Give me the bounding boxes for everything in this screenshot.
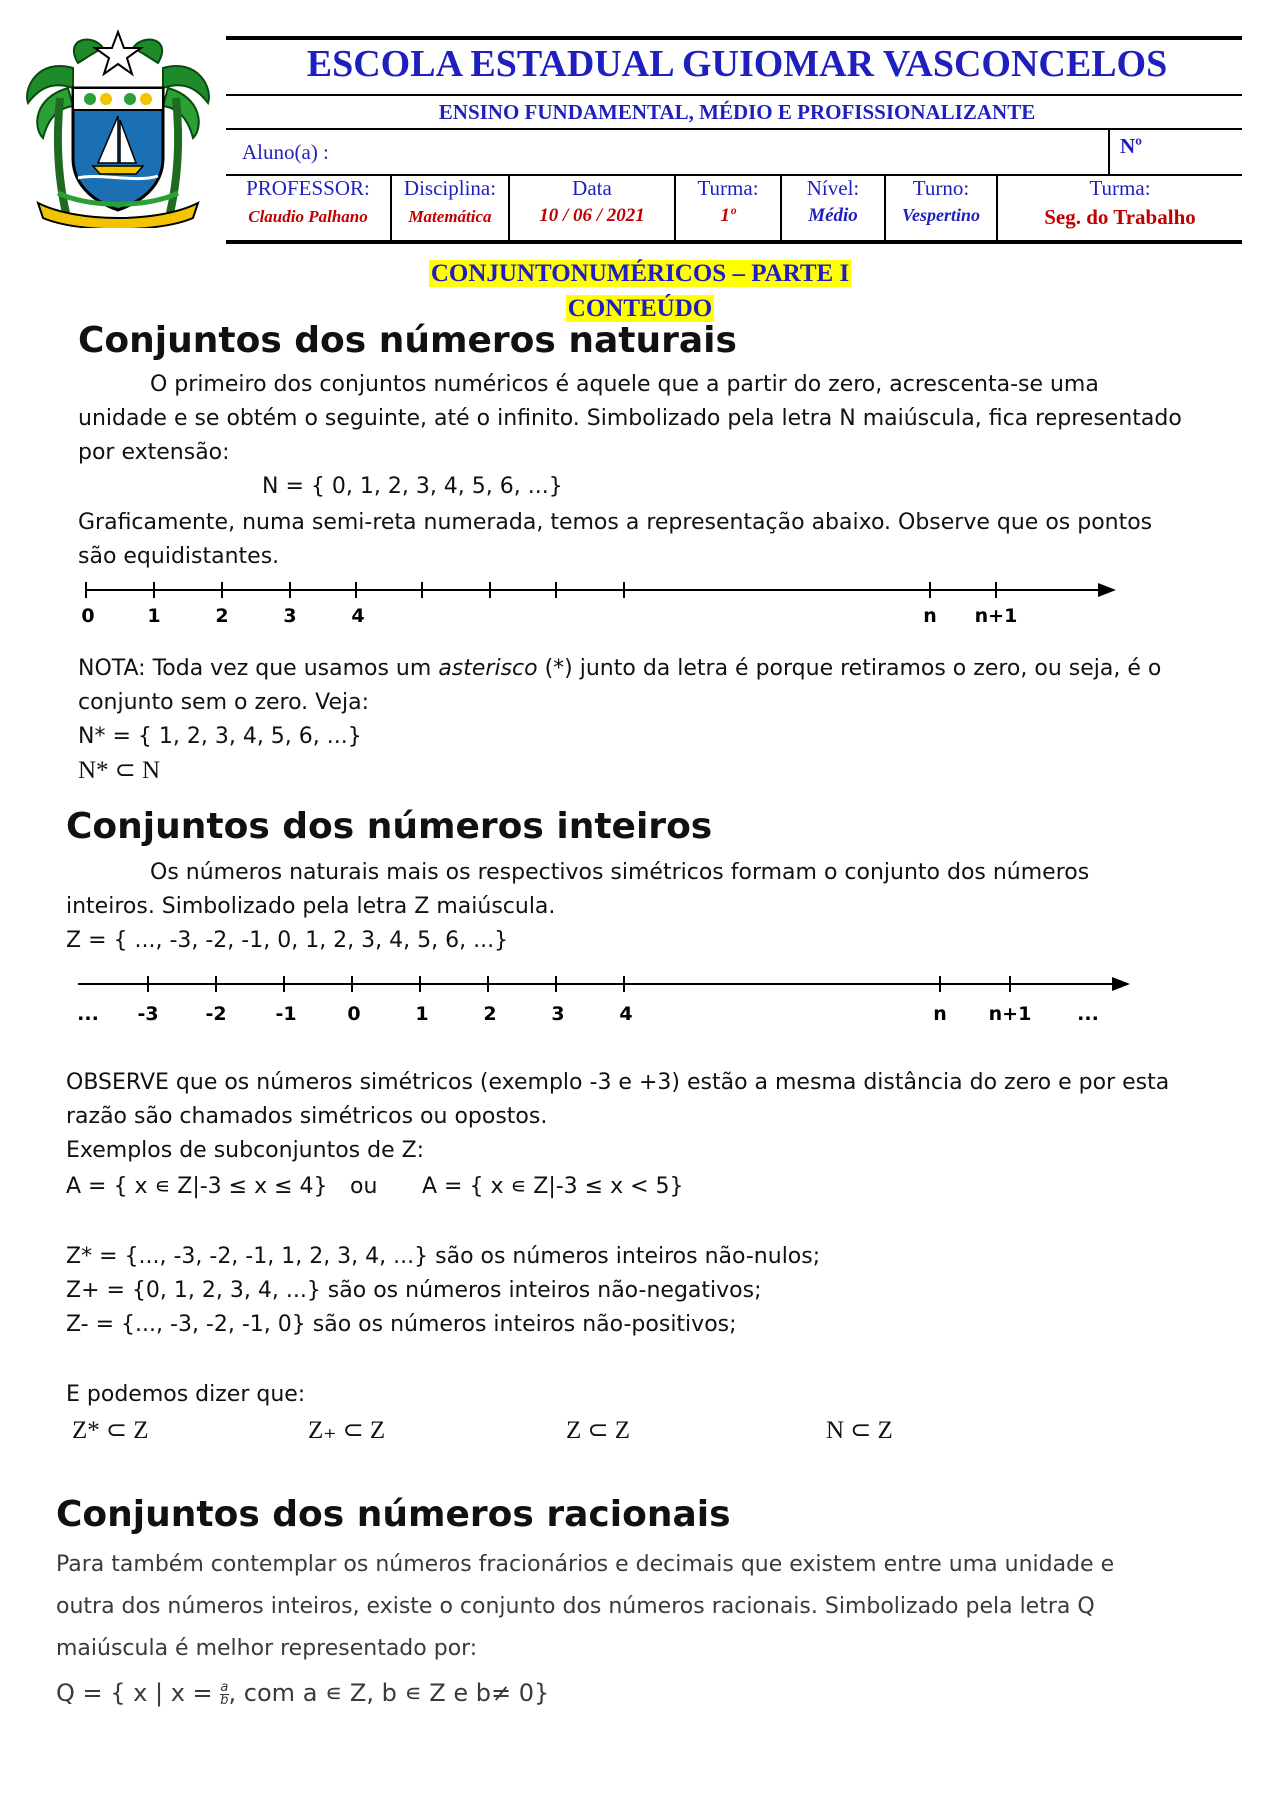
number-line-label: 4 bbox=[351, 605, 365, 627]
zminus-line: Z- = {..., -3, -2, -1, 0} são os números inteiros não-positivos; bbox=[66, 1312, 737, 1337]
number-line-label: ... bbox=[77, 1003, 99, 1025]
rationals-set-suffix: , com a ∊ Z, b ∊ Z e b≠ 0} bbox=[228, 1679, 550, 1707]
professor-value: Claudio Palhano bbox=[248, 207, 368, 226]
rationals-intro-2: outra dos números inteiros, existe o conjunto dos números racionais. Simbolizado pela letra Q bbox=[56, 1594, 1095, 1619]
school-crest-logo bbox=[18, 28, 218, 228]
column-divider bbox=[1108, 130, 1110, 174]
number-line-label: n+1 bbox=[974, 605, 1018, 627]
zplus-line: Z+ = {0, 1, 2, 3, 4, ...} são os números inteiros não-negativos; bbox=[66, 1278, 762, 1303]
discipline-label: Disciplina: bbox=[403, 176, 497, 200]
naturals-set: N = { 0, 1, 2, 3, 4, 5, 6, ...} bbox=[262, 474, 563, 499]
discipline-value: Matemática bbox=[408, 207, 492, 226]
example-a2: A = { x ∊ Z|-3 ≤ x < 5} bbox=[422, 1174, 684, 1199]
class-value: 1º bbox=[720, 205, 736, 226]
zstar-line: Z* = {..., -3, -2, -1, 1, 2, 3, 4, ...} são os números inteiros não-nulos; bbox=[66, 1244, 821, 1269]
class-cell bbox=[676, 176, 780, 227]
nstar-subset: N* ⊂ N bbox=[78, 757, 161, 784]
professor-label: PROFESSOR: bbox=[246, 176, 370, 200]
date-value: 10 / 06 / 2021 bbox=[539, 205, 645, 226]
example-or: ou bbox=[350, 1174, 378, 1199]
number-line-label: 1 bbox=[415, 1003, 429, 1025]
info-row bbox=[226, 174, 1242, 242]
integers-observe-2: razão são chamados simétricos ou opostos. bbox=[66, 1104, 548, 1129]
note-italic: asterisco bbox=[438, 656, 538, 681]
shift-cell bbox=[886, 176, 996, 226]
page-title bbox=[0, 258, 1280, 328]
relation-n: N ⊂ Z bbox=[826, 1417, 893, 1444]
note-suffix: (*) junto da letra é porque retiramos o zero, ou seja, é o bbox=[537, 656, 1162, 681]
number-line-label: -1 bbox=[275, 1003, 297, 1025]
number-line-label: 3 bbox=[283, 605, 297, 627]
number-line-label: 2 bbox=[483, 1003, 497, 1025]
integers-intro-1: Os números naturais mais os respectivos simétricos formam o conjunto dos números bbox=[150, 860, 1090, 885]
class-label: Turma: bbox=[697, 176, 759, 200]
relation-zstar: Z* ⊂ Z bbox=[72, 1417, 149, 1444]
fraction-denominator: b bbox=[220, 1692, 229, 1708]
naturals-intro-2: unidade e se obtém o seguinte, até o infinito. Simbolizado pela letra N maiúscula, fica representado bbox=[78, 406, 1182, 431]
shift-label: Turno: bbox=[912, 176, 970, 200]
number-line-label: n bbox=[933, 1003, 947, 1025]
rationals-heading: Conjuntos dos números racionais bbox=[56, 1494, 731, 1535]
number-line-label: 3 bbox=[551, 1003, 565, 1025]
arrow-right-icon bbox=[1098, 583, 1116, 597]
arrow-right-icon bbox=[1112, 977, 1130, 991]
naturals-intro-3: por extensão: bbox=[78, 440, 230, 465]
nstar-set: N* = { 1, 2, 3, 4, 5, 6, ...} bbox=[78, 724, 362, 749]
level-label: Nível: bbox=[806, 176, 860, 200]
naturals-number-line bbox=[0, 570, 1280, 640]
integers-heading: Conjuntos dos números inteiros bbox=[66, 806, 713, 847]
integers-intro-2: inteiros. Simbolizado pela letra Z maiúscula. bbox=[66, 894, 556, 919]
title-line-2: CONTEÚDO bbox=[567, 295, 713, 322]
rationals-set-prefix: Q = { x | x = bbox=[56, 1679, 221, 1707]
rationals-set bbox=[56, 1676, 549, 1710]
fraction bbox=[220, 1679, 229, 1708]
header-rule bbox=[226, 94, 1242, 96]
integers-examples-title: Exemplos de subconjuntos de Z: bbox=[66, 1138, 425, 1163]
level-cell bbox=[782, 176, 884, 227]
course-cell bbox=[998, 176, 1242, 230]
number-line-label: n bbox=[923, 605, 937, 627]
student-label: Aluno(a) : bbox=[242, 140, 329, 164]
fraction-numerator: a bbox=[220, 1679, 229, 1695]
number-line-label: 1 bbox=[147, 605, 161, 627]
number-line-label: n+1 bbox=[988, 1003, 1032, 1025]
date-cell bbox=[510, 176, 674, 227]
say-that: E podemos dizer que: bbox=[66, 1382, 306, 1407]
relation-zplus: Z₊ ⊂ Z bbox=[308, 1417, 386, 1444]
number-label: Nº bbox=[1120, 134, 1143, 158]
professor-cell bbox=[226, 176, 390, 227]
school-name: ESCOLA ESTADUAL GUIOMAR VASCONCELOS bbox=[306, 43, 1168, 85]
rationals-intro-1: Para também contemplar os números fracionários e decimais que existem entre uma unidade e bbox=[56, 1552, 1115, 1577]
number-line-label: 0 bbox=[347, 1003, 361, 1025]
naturals-intro-1: O primeiro dos conjuntos numéricos é aquele que a partir do zero, acrescenta-se uma bbox=[150, 372, 1099, 397]
number-line-label: -3 bbox=[137, 1003, 159, 1025]
note-prefix: NOTA: Toda vez que usamos um bbox=[78, 656, 439, 681]
level-value: Médio bbox=[808, 205, 858, 226]
naturals-graph-1: Graficamente, numa semi-reta numerada, temos a representação abaixo. Observe que os pontos bbox=[78, 510, 1153, 535]
number-line-label: 0 bbox=[81, 605, 95, 627]
number-line-label: 4 bbox=[619, 1003, 633, 1025]
number-line-label: -2 bbox=[205, 1003, 227, 1025]
header-top-rule bbox=[226, 36, 1242, 40]
integers-observe-1: OBSERVE que os números simétricos (exemplo -3 e +3) estão a mesma distância do zero e por esta bbox=[66, 1070, 1170, 1095]
title-line-1: CONJUNTONUMÉRICOS – PARTE I bbox=[430, 260, 850, 287]
integers-set: Z = { ..., -3, -2, -1, 0, 1, 2, 3, 4, 5, 6, ...} bbox=[66, 928, 509, 953]
integers-number-line bbox=[0, 964, 1280, 1034]
number-line-label: ... bbox=[1077, 1003, 1099, 1025]
shift-value: Vespertino bbox=[901, 205, 980, 225]
rationals-intro-3: maiúscula é melhor representado por: bbox=[56, 1636, 478, 1661]
date-label: Data bbox=[572, 176, 612, 200]
naturals-note-1 bbox=[78, 652, 1161, 686]
number-line-label: 2 bbox=[215, 605, 229, 627]
course-label: Turma: bbox=[1089, 176, 1151, 200]
naturals-graph-2: são equidistantes. bbox=[78, 544, 280, 569]
course-value: Seg. do Trabalho bbox=[1044, 205, 1196, 229]
school-subtitle: ENSINO FUNDAMENTAL, MÉDIO E PROFISSIONALIZANTE bbox=[438, 100, 1036, 124]
relation-z: Z ⊂ Z bbox=[566, 1417, 630, 1444]
naturals-note-2: conjunto sem o zero. Veja: bbox=[78, 690, 370, 715]
header-rule bbox=[226, 128, 1242, 130]
header-bottom-rule bbox=[226, 240, 1242, 244]
naturals-heading: Conjuntos dos números naturais bbox=[78, 320, 737, 361]
example-a1: A = { x ∊ Z|-3 ≤ x ≤ 4} bbox=[66, 1174, 328, 1199]
discipline-cell bbox=[392, 176, 508, 227]
